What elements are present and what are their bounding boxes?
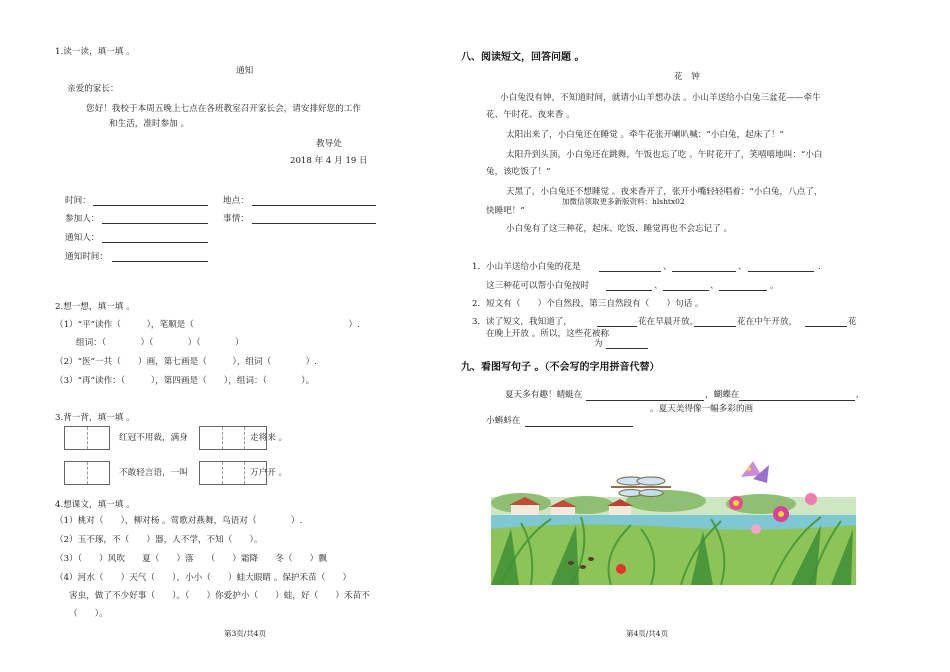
q4-line-3: （3）（ ）风吹 夏（ ）落 （ ）霜降 冬（ ）飘 (55, 554, 327, 564)
story-p5: 小白兔有了这三种花，起床、吃饭、睡觉再也不会忘记了 。 (506, 224, 733, 234)
r-q3-e: 在晚上开放 。所以，这些花被称 (486, 329, 610, 339)
blank-flower-clock[interactable] (606, 348, 648, 349)
r-q3-b: 花在早晨开放， (638, 317, 699, 327)
blank-night[interactable] (805, 326, 847, 327)
q3-row-2-a: 不敢轻言语，一叫 (119, 468, 188, 478)
q3-row-1-a: 红冠不用裁，满身 (119, 433, 188, 443)
story-p3-a: 太阳升到头顶，小白兔还在跳舞，午饭也忘了吃 。午时花开了，笑嘻嘻地叫：“小白 (506, 150, 823, 160)
char-box-3[interactable] (64, 461, 110, 485)
q4-line-6: （ ）。 (69, 609, 108, 619)
q4-line-1: （1）桃对（ ），柳对杨 。莺歌对燕舞，鸟语对（ ）. (55, 516, 303, 526)
q2-line-2: 组词：（ ）（ ）（ ） (76, 338, 244, 348)
field-matter-line[interactable] (252, 223, 376, 224)
summer-pond-illustration (491, 459, 856, 585)
q2-line-1: （1）“平”读作（ ），笔顺是（ ）. (55, 320, 360, 330)
field-matter-label: 事情： (223, 214, 249, 224)
blank-butterfly[interactable] (739, 400, 855, 401)
r-q3-d: 花 (848, 317, 857, 327)
r-q1-b: 这三种花可以帮小白兔按时 (486, 281, 590, 291)
blank-morning[interactable] (597, 326, 637, 327)
blank-flower-2[interactable] (672, 271, 736, 272)
q2-line-4: （3）“再”读作：（ ），第四画是（ ），组词：（ ）。 (55, 376, 315, 386)
notice-greeting: 亲爱的家长： (67, 84, 119, 94)
field-attendee-line[interactable] (102, 223, 208, 224)
blank-dragonfly[interactable] (586, 400, 704, 401)
story-p3-b: 兔，该吃饭了！” (486, 167, 551, 177)
q3-row-1-b: 走将来 。 (250, 433, 288, 443)
field-notifier-line[interactable] (102, 242, 208, 243)
sep-comma-4: 、 (710, 281, 719, 291)
story-p2: 太阳出来了，小白兔还在睡觉 。牵牛花张开喇叭喊：“小白兔，起床了！” (506, 130, 784, 140)
field-notifier-label: 通知人： (65, 233, 100, 243)
q3-title: 3.背一背，填一填 。 (55, 413, 135, 423)
field-place-label: 地点： (223, 196, 249, 206)
section-8-title: 八、阅读短文，回答问题 。 (461, 52, 585, 63)
char-box-1[interactable] (64, 426, 110, 450)
left-page-footer: 第3页/共4页 (224, 629, 267, 638)
story-p1-a: 小白兔没有钟，不知道时间，就请小山羊想办法 。小山羊送给小白兔三盆花——牵牛 (500, 93, 821, 103)
blank-flower-3[interactable] (748, 271, 814, 272)
field-attendee-label: 参加人： (65, 214, 100, 224)
notice-date: 2018 年 4 月 19 日 (290, 156, 368, 166)
q4-line-2: （2）玉不琢，不（ ）器，人不学，不知（ ）。 (55, 535, 263, 545)
notice-body-1: 您好！我校于本周五晚上七点在各班教室召开家长会，请安排好您的工作 (86, 104, 362, 114)
notice-signer: 教导处 (316, 139, 342, 149)
field-notify-time-label: 通知时间： (65, 252, 108, 262)
r-q3-f: 为 (594, 339, 603, 349)
sep-comma-2: 、 (738, 262, 747, 272)
blank-act-1[interactable] (606, 290, 652, 291)
field-place-line[interactable] (252, 205, 376, 206)
story-p1-b: 花、午时花、夜来香 。 (486, 110, 575, 120)
section-9-title: 九、看图写句子 。（不会写的字用拼音代替） (461, 362, 660, 373)
story-title: 花 钟 (674, 72, 700, 82)
blank-act-2[interactable] (663, 290, 709, 291)
field-time-line[interactable] (93, 205, 208, 206)
r-q3-c: 花在中午开放， (737, 317, 798, 327)
s9-line-1-a: 夏天多有趣！蜻蜓在 (505, 390, 583, 400)
q2-line-3: （2）“医”一共（ ）画，第七画是（ ），组词（ ）. (55, 357, 317, 367)
q3-row-2-b: 万户开 。 (250, 468, 288, 478)
q4-title: 4.想课文，填一填 。 (55, 500, 135, 510)
blank-act-3[interactable] (719, 290, 767, 291)
s9-line-3: 小蝌蚪在 (486, 416, 521, 426)
sep-comma-5: , (856, 390, 859, 400)
watermark: 加微信领取更多新版资料：hlshtx02 (562, 197, 685, 206)
story-p4-a: 天黑了，小白兔还不想睡觉 。夜来香开了，张开小嘴轻轻唱着：“小白兔，八点了， (506, 187, 823, 197)
blank-noon[interactable] (694, 326, 736, 327)
s9-line-1-b: ，蝴蝶在 (705, 390, 740, 400)
notice-body-2: 和生活，准时参加 。 (109, 119, 190, 129)
r-q3-a: 3．读了短文，我知道了， (472, 317, 572, 327)
sep-end-2: 。 (770, 281, 779, 291)
blank-tadpole[interactable] (525, 426, 633, 427)
q2-title: 2.想一想，填一填 。 (55, 302, 135, 312)
sep-comma-3: 、 (654, 281, 663, 291)
sep-comma-1: 、 (663, 262, 672, 272)
q1-title: 1.读一读，填一填 。 (55, 47, 135, 57)
r-q2: 2．短文有（ ）个自然段，第三自然段有（ ）句话 。 (472, 299, 704, 309)
right-page-footer: 第4页/共4页 (626, 629, 669, 638)
notice-title: 通知 (236, 66, 254, 76)
story-p4-b: 快睡吧！” (486, 206, 525, 216)
sep-end-1: . (818, 262, 821, 272)
q4-line-4: （4）河水（ ）天气（ ），小小（ ）蛙大眼睛 。保护禾苗（ ） (55, 573, 352, 583)
field-time-label: 时间： (65, 196, 91, 206)
q4-line-5: 害虫，做了不少好事（ ）。（ ）你爱护小（ ）蛙，好（ ）禾苗不 (69, 591, 370, 601)
r-q1-a: 1．小山羊送给小白兔的花是 (472, 262, 581, 272)
field-notify-time-line[interactable] (112, 261, 208, 262)
s9-line-2: 。夏天美得像一幅多彩的画 (650, 404, 754, 414)
blank-flower-1[interactable] (599, 271, 661, 272)
